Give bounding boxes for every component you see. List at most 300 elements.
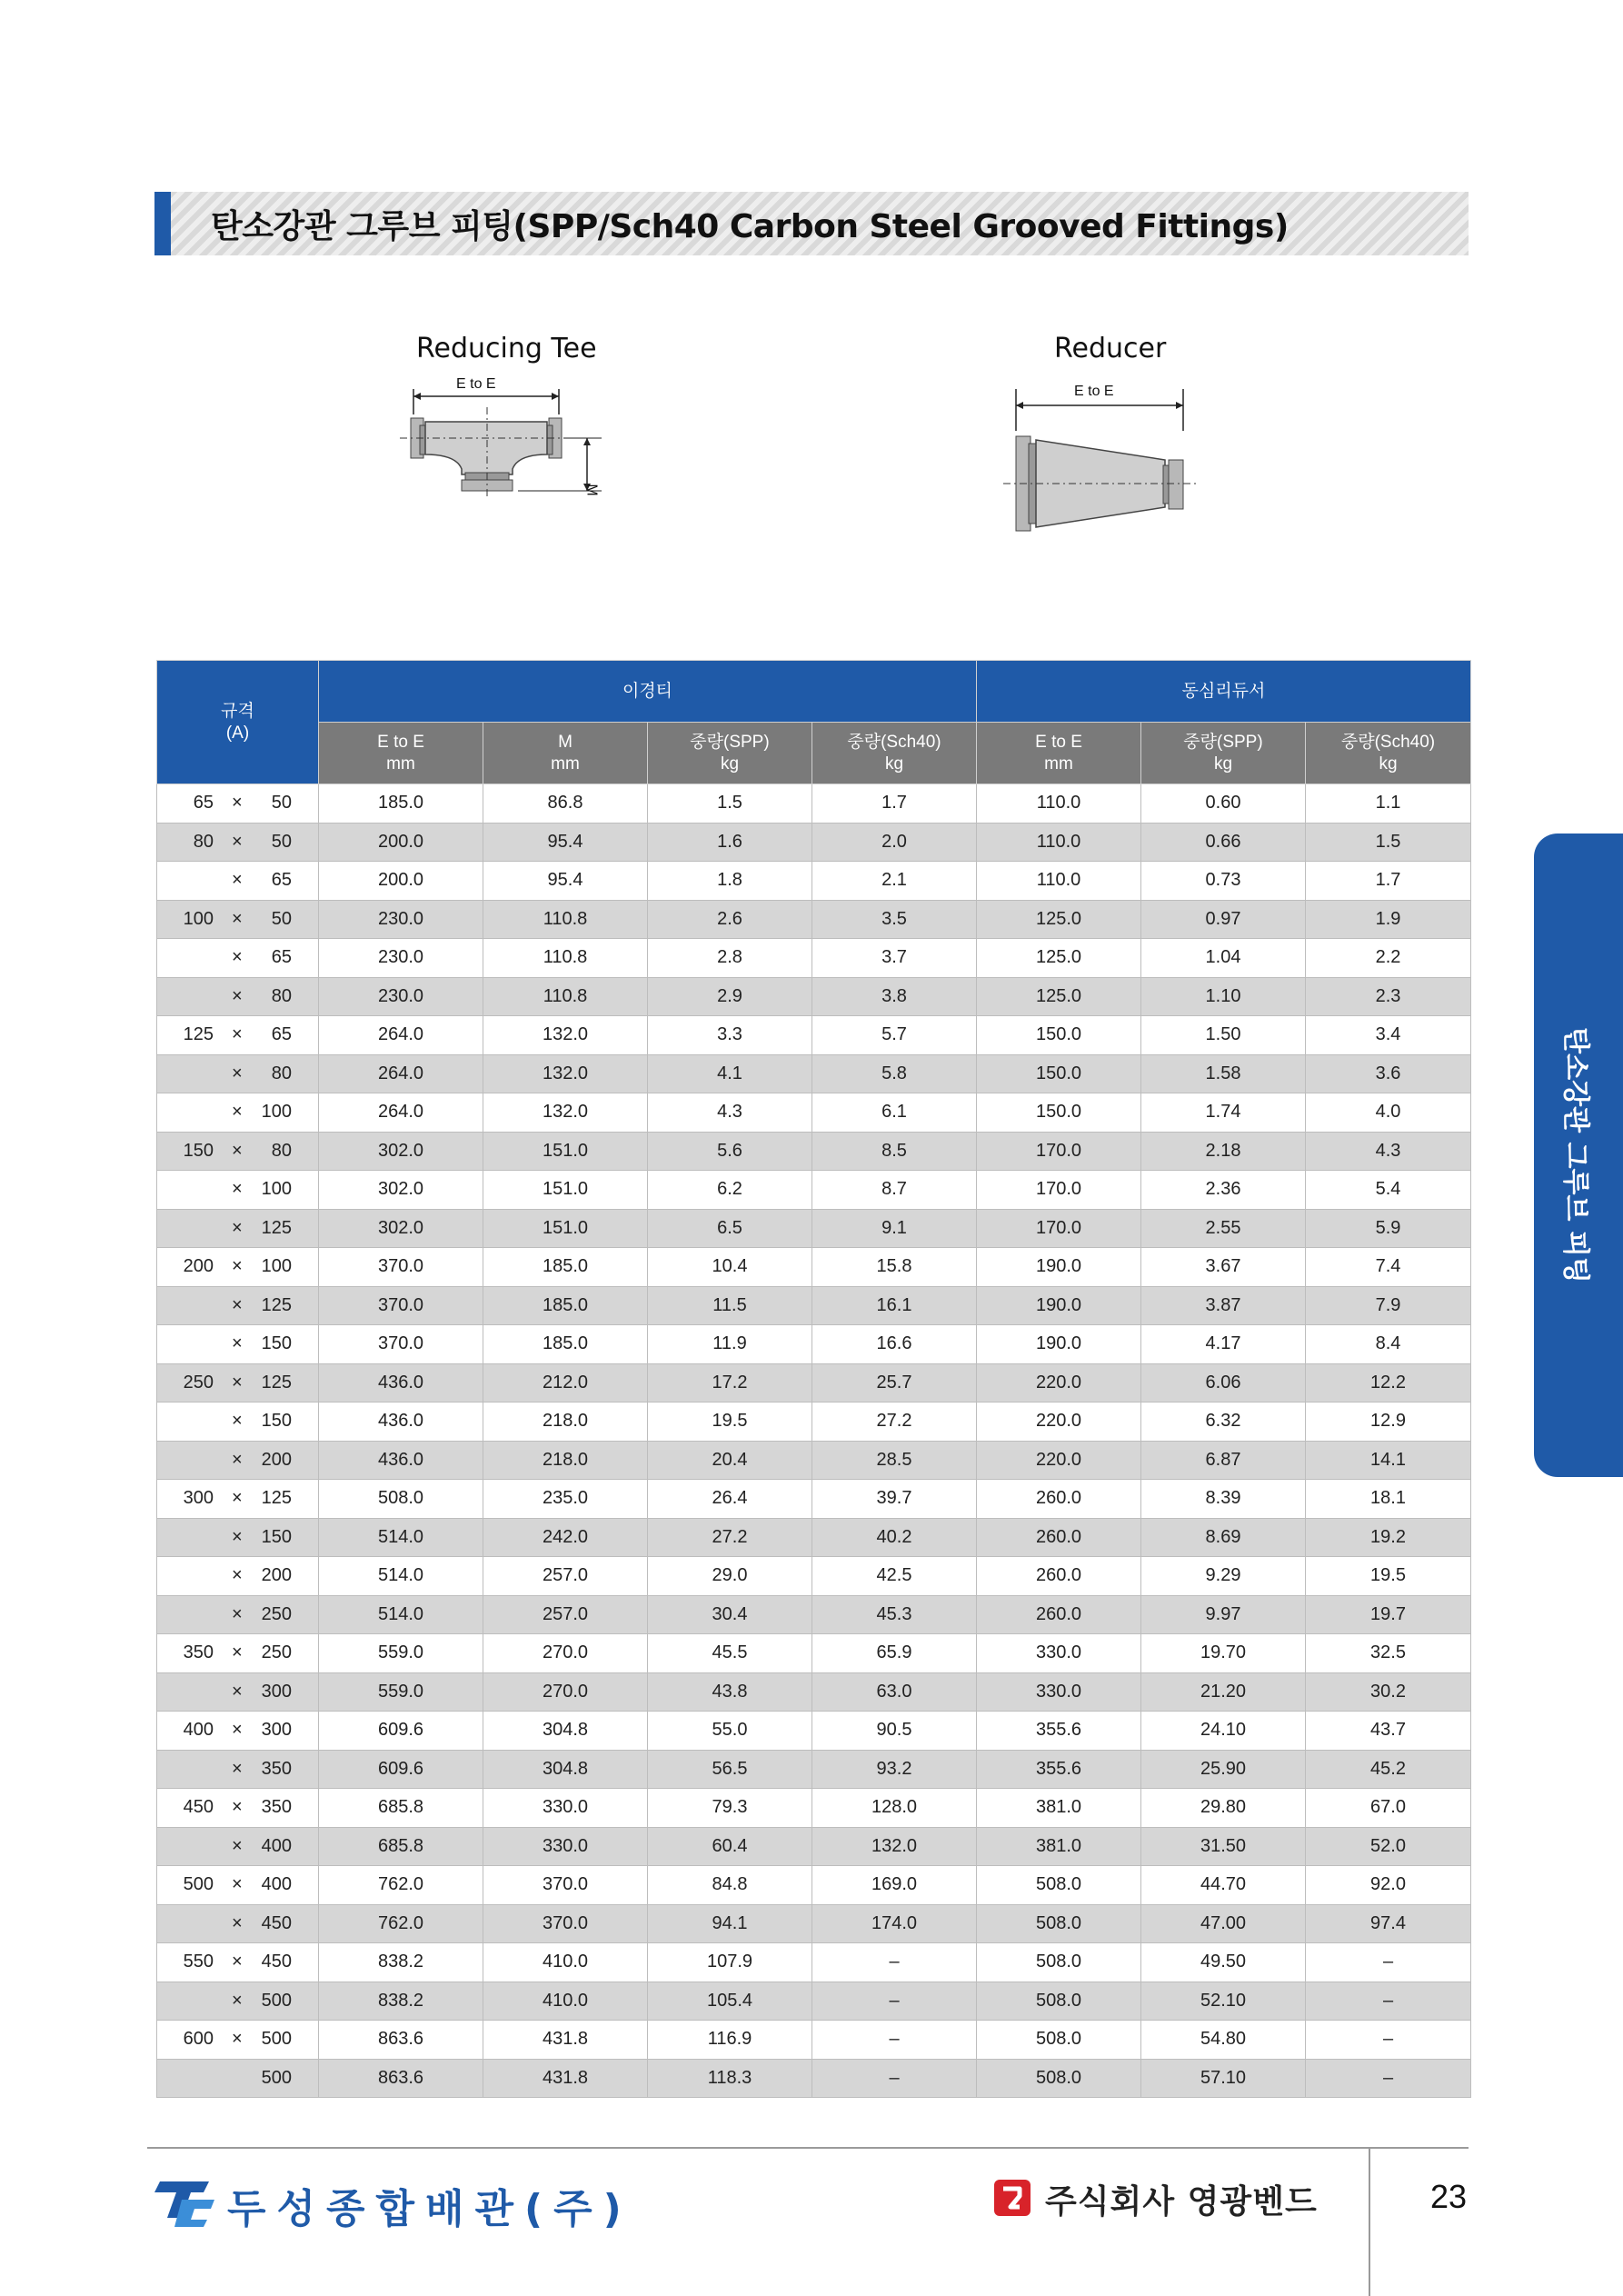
table-cell: 6.87 (1141, 1441, 1306, 1480)
table-cell: 1.1 (1306, 784, 1471, 824)
table-row (157, 1132, 1471, 1171)
table-cell: 43.7 (1306, 1712, 1471, 1751)
table-cell: 150.0 (977, 1054, 1141, 1093)
table-cell: 609.6 (319, 1712, 483, 1751)
size-cell (157, 1982, 319, 2021)
table-cell: 302.0 (319, 1209, 483, 1248)
table-cell: 2.36 (1141, 1171, 1306, 1210)
table-cell: 514.0 (319, 1518, 483, 1557)
size-a: 250 (183, 1372, 214, 1393)
size-times: × (232, 1526, 243, 1547)
table-row (157, 977, 1471, 1016)
table-cell: 508.0 (977, 2021, 1141, 2060)
size-cell (157, 1672, 319, 1712)
table-cell: 116.9 (648, 2021, 812, 2060)
size-b: 300 (261, 1720, 292, 1740)
table-cell: 410.0 (483, 1943, 648, 1982)
table-cell: 863.6 (319, 2021, 483, 2060)
table-cell: 90.5 (812, 1712, 977, 1751)
side-tab[interactable] (1534, 834, 1623, 1477)
table-cell: 3.7 (812, 939, 977, 978)
reducer-diagram (1000, 327, 1218, 545)
table-cell: 270.0 (483, 1634, 648, 1673)
table-cell: 110.8 (483, 977, 648, 1016)
table-cell: 200.0 (319, 823, 483, 862)
table-cell: 57.10 (1141, 2059, 1306, 2098)
table-body (157, 784, 1471, 2098)
table-cell: – (812, 2021, 977, 2060)
table-cell: 150.0 (977, 1016, 1141, 1055)
table-cell: 2.3 (1306, 977, 1471, 1016)
size-cell (157, 1943, 319, 1982)
table-cell: 508.0 (977, 1982, 1141, 2021)
table-cell: 45.3 (812, 1595, 977, 1634)
size-b: 50 (271, 908, 292, 929)
size-b: 65 (271, 1024, 292, 1044)
subheader-row (157, 723, 1471, 784)
table-row (157, 1286, 1471, 1325)
size-times: × (232, 1372, 243, 1393)
size-times: × (232, 1603, 243, 1624)
table-row (157, 1518, 1471, 1557)
table-cell: 16.6 (812, 1325, 977, 1364)
size-cell (157, 977, 319, 1016)
size-cell (157, 1480, 319, 1519)
reducing-tee-drawing (400, 327, 618, 545)
size-times: × (232, 1720, 243, 1740)
table-cell: 3.8 (812, 977, 977, 1016)
table-row (157, 1712, 1471, 1751)
table-row (157, 1363, 1471, 1403)
table-cell: – (1306, 1982, 1471, 2021)
table-row (157, 1943, 1471, 1982)
younggwang-logo-icon (992, 2178, 1032, 2218)
table-row (157, 1634, 1471, 1673)
table-cell: 1.5 (648, 784, 812, 824)
table-cell: 42.5 (812, 1557, 977, 1596)
table-row (157, 1480, 1471, 1519)
size-cell (157, 862, 319, 901)
table-row (157, 1904, 1471, 1943)
size-times: × (232, 1140, 243, 1161)
table-cell: 8.5 (812, 1132, 977, 1171)
table-cell: 685.8 (319, 1827, 483, 1866)
size-cell (157, 1209, 319, 1248)
size-times: × (232, 1912, 243, 1933)
table-row (157, 1016, 1471, 1055)
table-cell: 5.7 (812, 1016, 977, 1055)
size-b: 80 (271, 1063, 292, 1083)
table-cell: 508.0 (977, 2059, 1141, 2098)
table-cell: 19.7 (1306, 1595, 1471, 1634)
table-row (157, 1403, 1471, 1442)
table-cell: 4.3 (1306, 1132, 1471, 1171)
table-cell: 128.0 (812, 1789, 977, 1828)
table-cell: 762.0 (319, 1904, 483, 1943)
table-cell: 436.0 (319, 1363, 483, 1403)
size-cell (157, 1403, 319, 1442)
table-cell: 3.4 (1306, 1016, 1471, 1055)
size-times: × (232, 1681, 243, 1702)
table-cell: 31.50 (1141, 1827, 1306, 1866)
size-times: × (232, 1758, 243, 1779)
table-cell: 45.5 (648, 1634, 812, 1673)
table-cell: 92.0 (1306, 1866, 1471, 1905)
size-cell (157, 1789, 319, 1828)
table-cell: 79.3 (648, 1789, 812, 1828)
table-cell: 7.9 (1306, 1286, 1471, 1325)
table-cell: 25.90 (1141, 1750, 1306, 1789)
table-cell: 151.0 (483, 1171, 648, 1210)
table-cell: 514.0 (319, 1595, 483, 1634)
size-times: × (232, 1642, 243, 1662)
size-b: 200 (261, 1449, 292, 1470)
table-row (157, 1595, 1471, 1634)
table-cell: 185.0 (483, 1248, 648, 1287)
table-cell: 3.67 (1141, 1248, 1306, 1287)
table-cell: 200.0 (319, 862, 483, 901)
size-times: × (232, 1488, 243, 1508)
size-cell (157, 1712, 319, 1751)
table-cell: 27.2 (648, 1518, 812, 1557)
table-row (157, 1248, 1471, 1287)
table-cell: 29.0 (648, 1557, 812, 1596)
table-cell: 9.97 (1141, 1595, 1306, 1634)
table-cell: 3.6 (1306, 1054, 1471, 1093)
table-cell: – (812, 1943, 977, 1982)
table-cell: 235.0 (483, 1480, 648, 1519)
table-cell: 355.6 (977, 1712, 1141, 1751)
table-cell: 514.0 (319, 1557, 483, 1596)
table-cell: 838.2 (319, 1943, 483, 1982)
table-cell: 24.10 (1141, 1712, 1306, 1751)
table-cell: 52.0 (1306, 1827, 1471, 1866)
table-cell: 40.2 (812, 1518, 977, 1557)
table-row (157, 1171, 1471, 1210)
size-times: × (232, 1256, 243, 1276)
table-cell: 5.6 (648, 1132, 812, 1171)
table-cell: 27.2 (812, 1403, 977, 1442)
table-cell: 302.0 (319, 1171, 483, 1210)
size-cell (157, 1248, 319, 1287)
size-b: 500 (261, 2067, 292, 2088)
table-cell: 260.0 (977, 1557, 1141, 1596)
size-cell (157, 900, 319, 939)
table-cell: 44.70 (1141, 1866, 1306, 1905)
size-times: × (232, 1294, 243, 1315)
table-cell: 1.6 (648, 823, 812, 862)
table-cell: 11.9 (648, 1325, 812, 1364)
table-cell: 55.0 (648, 1712, 812, 1751)
table-cell: 26.4 (648, 1480, 812, 1519)
table-cell: 260.0 (977, 1480, 1141, 1519)
table-row (157, 862, 1471, 901)
size-cell (157, 1518, 319, 1557)
table-cell: 264.0 (319, 1054, 483, 1093)
size-times: × (232, 2029, 243, 2049)
header-size: 규격 (A) (157, 661, 319, 784)
table-cell: 6.32 (1141, 1403, 1306, 1442)
size-cell (157, 1595, 319, 1634)
size-cell (157, 2059, 319, 2098)
table-cell: 65.9 (812, 1634, 977, 1673)
table-cell: 370.0 (483, 1866, 648, 1905)
size-times: × (232, 1449, 243, 1470)
table-cell: 151.0 (483, 1209, 648, 1248)
subheader-cell: 중량(Sch40) kg (1306, 723, 1471, 784)
table-cell: 302.0 (319, 1132, 483, 1171)
table-cell: 8.39 (1141, 1480, 1306, 1519)
table-cell: 1.10 (1141, 977, 1306, 1016)
table-cell: 95.4 (483, 823, 648, 862)
table-cell: 52.10 (1141, 1982, 1306, 2021)
table-cell: 212.0 (483, 1363, 648, 1403)
table-cell: 8.7 (812, 1171, 977, 1210)
table-cell: 12.9 (1306, 1403, 1471, 1442)
size-a: 500 (183, 1874, 214, 1894)
table-cell: 29.80 (1141, 1789, 1306, 1828)
subheader-cell: M mm (483, 723, 648, 784)
table-cell: 39.7 (812, 1480, 977, 1519)
size-times: × (232, 1797, 243, 1817)
size-times: × (232, 1565, 243, 1585)
table-cell: 15.8 (812, 1248, 977, 1287)
table-cell: 6.5 (648, 1209, 812, 1248)
table-row (157, 784, 1471, 824)
table-cell: 7.4 (1306, 1248, 1471, 1287)
table-cell: 25.7 (812, 1363, 977, 1403)
reducing-tee-diagram (400, 327, 618, 545)
size-times: × (232, 1874, 243, 1894)
table-row (157, 1789, 1471, 1828)
reducer-ete-label: E to E (1074, 384, 1114, 399)
table-cell: 105.4 (648, 1982, 812, 2021)
table-cell: 559.0 (319, 1634, 483, 1673)
table-cell: 54.80 (1141, 2021, 1306, 2060)
table-cell: 609.6 (319, 1750, 483, 1789)
table-cell: 10.4 (648, 1248, 812, 1287)
table-cell: 838.2 (319, 1982, 483, 2021)
size-a: 125 (183, 1024, 214, 1044)
table-cell: 370.0 (319, 1325, 483, 1364)
subheader-cell: E to E mm (977, 723, 1141, 784)
table-row (157, 823, 1471, 862)
size-a: 550 (183, 1952, 214, 1972)
size-times: × (232, 1990, 243, 2011)
table-cell: 125.0 (977, 939, 1141, 978)
page-title: 탄소강관 그루브 피팅(SPP/Sch40 Carbon Steel Grooved Fittings) (211, 208, 1289, 245)
table-cell: 508.0 (977, 1904, 1141, 1943)
table-cell: 5.4 (1306, 1171, 1471, 1210)
size-a: 65 (193, 793, 214, 813)
table-cell: 2.9 (648, 977, 812, 1016)
size-b: 350 (261, 1797, 292, 1817)
table-cell: 0.73 (1141, 862, 1306, 901)
table-cell: 132.0 (483, 1093, 648, 1133)
size-times: × (232, 793, 243, 813)
size-a: 300 (183, 1488, 214, 1508)
table-row (157, 1750, 1471, 1789)
table-cell: 242.0 (483, 1518, 648, 1557)
table-cell: 110.8 (483, 900, 648, 939)
page-number: 23 (1430, 2178, 1468, 2215)
size-b: 250 (261, 1642, 292, 1662)
table-cell: 12.2 (1306, 1363, 1471, 1403)
table-row (157, 1866, 1471, 1905)
table-cell: 508.0 (977, 1943, 1141, 1982)
doosung-logo-text: 두성종합배관(주) (227, 2186, 632, 2232)
table-row (157, 939, 1471, 978)
size-b: 100 (261, 1256, 292, 1276)
size-a: 80 (193, 831, 214, 852)
table-cell: 190.0 (977, 1325, 1141, 1364)
size-times: × (232, 985, 243, 1006)
size-a: 600 (183, 2029, 214, 2049)
size-times: × (232, 1102, 243, 1122)
table-row (157, 1093, 1471, 1133)
size-cell (157, 1441, 319, 1480)
size-b: 400 (261, 1874, 292, 1894)
size-b: 125 (261, 1294, 292, 1315)
table-cell: 4.17 (1141, 1325, 1306, 1364)
table-cell: 16.1 (812, 1286, 977, 1325)
table-cell: 381.0 (977, 1789, 1141, 1828)
table-cell: 330.0 (977, 1672, 1141, 1712)
table-cell: 86.8 (483, 784, 648, 824)
size-a: 200 (183, 1256, 214, 1276)
footer-vertical-divider (1369, 2147, 1370, 2296)
size-cell (157, 1093, 319, 1133)
table-cell: – (1306, 1943, 1471, 1982)
spec-table (156, 660, 1471, 2098)
table-cell: 218.0 (483, 1441, 648, 1480)
table-cell: 67.0 (1306, 1789, 1471, 1828)
size-cell (157, 1557, 319, 1596)
table-cell: 5.9 (1306, 1209, 1471, 1248)
table-row (157, 2059, 1471, 2098)
size-b: 400 (261, 1835, 292, 1856)
table-cell: 132.0 (483, 1016, 648, 1055)
title-accent (154, 192, 171, 255)
size-times: × (232, 1179, 243, 1199)
size-b: 150 (261, 1526, 292, 1547)
size-cell (157, 784, 319, 824)
table-cell: 381.0 (977, 1827, 1141, 1866)
size-b: 500 (261, 2029, 292, 2049)
table-cell: 2.55 (1141, 1209, 1306, 1248)
table-cell: 220.0 (977, 1441, 1141, 1480)
table-cell: 1.7 (812, 784, 977, 824)
table-cell: 8.69 (1141, 1518, 1306, 1557)
table-cell: 260.0 (977, 1518, 1141, 1557)
table-cell: 304.8 (483, 1750, 648, 1789)
table-cell: 4.0 (1306, 1093, 1471, 1133)
footer-divider (147, 2147, 1469, 2149)
table-cell: 43.8 (648, 1672, 812, 1712)
table-cell: 370.0 (483, 1904, 648, 1943)
table-cell: 1.04 (1141, 939, 1306, 978)
table-cell: 230.0 (319, 977, 483, 1016)
table-cell: 264.0 (319, 1093, 483, 1133)
size-cell (157, 1750, 319, 1789)
table-cell: 97.4 (1306, 1904, 1471, 1943)
table-cell: – (1306, 2021, 1471, 2060)
size-b: 450 (261, 1952, 292, 1972)
table-cell: 355.6 (977, 1750, 1141, 1789)
table-cell: 260.0 (977, 1595, 1141, 1634)
table-cell: 370.0 (319, 1286, 483, 1325)
table-cell: 2.8 (648, 939, 812, 978)
table-cell: 185.0 (319, 784, 483, 824)
table-row (157, 1441, 1471, 1480)
table-cell: 257.0 (483, 1557, 648, 1596)
table-cell: – (812, 1982, 977, 2021)
table-row (157, 1325, 1471, 1364)
table-cell: – (812, 2059, 977, 2098)
table-cell: 431.8 (483, 2059, 648, 2098)
table-cell: 21.20 (1141, 1672, 1306, 1712)
subheader-cell: 중량(Sch40) kg (812, 723, 977, 784)
table-cell: 110.0 (977, 862, 1141, 901)
size-a: 150 (183, 1140, 214, 1161)
size-b: 65 (271, 947, 292, 967)
table-cell: 9.29 (1141, 1557, 1306, 1596)
size-cell (157, 1634, 319, 1673)
table-cell: 151.0 (483, 1132, 648, 1171)
table-cell: 4.1 (648, 1054, 812, 1093)
table-cell: 863.6 (319, 2059, 483, 2098)
table-cell: 8.4 (1306, 1325, 1471, 1364)
table-cell: 5.8 (812, 1054, 977, 1093)
table-cell: 2.18 (1141, 1132, 1306, 1171)
table-cell: 125.0 (977, 900, 1141, 939)
table-cell: 125.0 (977, 977, 1141, 1016)
section-title-bar (154, 192, 1469, 255)
table-cell: 1.58 (1141, 1054, 1306, 1093)
size-cell (157, 939, 319, 978)
table-cell: 9.1 (812, 1209, 977, 1248)
size-b: 100 (261, 1179, 292, 1199)
reducer-label: Reducer (1054, 333, 1167, 364)
table-cell: 230.0 (319, 900, 483, 939)
size-b: 100 (261, 1102, 292, 1122)
table-cell: 220.0 (977, 1363, 1141, 1403)
subheader-cell: 중량(SPP) kg (1141, 723, 1306, 784)
size-times: × (232, 1024, 243, 1044)
table-cell: 1.7 (1306, 862, 1471, 901)
table-cell: – (1306, 2059, 1471, 2098)
table-cell: 110.0 (977, 784, 1141, 824)
younggwang-logo-text: 주식회사 영광벤드 (1045, 2183, 1318, 2221)
size-cell (157, 1866, 319, 1905)
table-cell: 2.0 (812, 823, 977, 862)
size-a: 450 (183, 1797, 214, 1817)
table-cell: 190.0 (977, 1248, 1141, 1287)
table-row (157, 1209, 1471, 1248)
table-cell: 6.1 (812, 1093, 977, 1133)
table-cell: 132.0 (483, 1054, 648, 1093)
table-cell: 19.5 (648, 1403, 812, 1442)
doosung-logo-icon (154, 2172, 218, 2227)
table-cell: 1.5 (1306, 823, 1471, 862)
size-times: × (232, 870, 243, 890)
table-cell: 47.00 (1141, 1904, 1306, 1943)
size-a: 350 (183, 1642, 214, 1662)
size-b: 300 (261, 1681, 292, 1702)
table-cell: 1.9 (1306, 900, 1471, 939)
size-times: × (232, 1063, 243, 1083)
table-cell: 436.0 (319, 1403, 483, 1442)
